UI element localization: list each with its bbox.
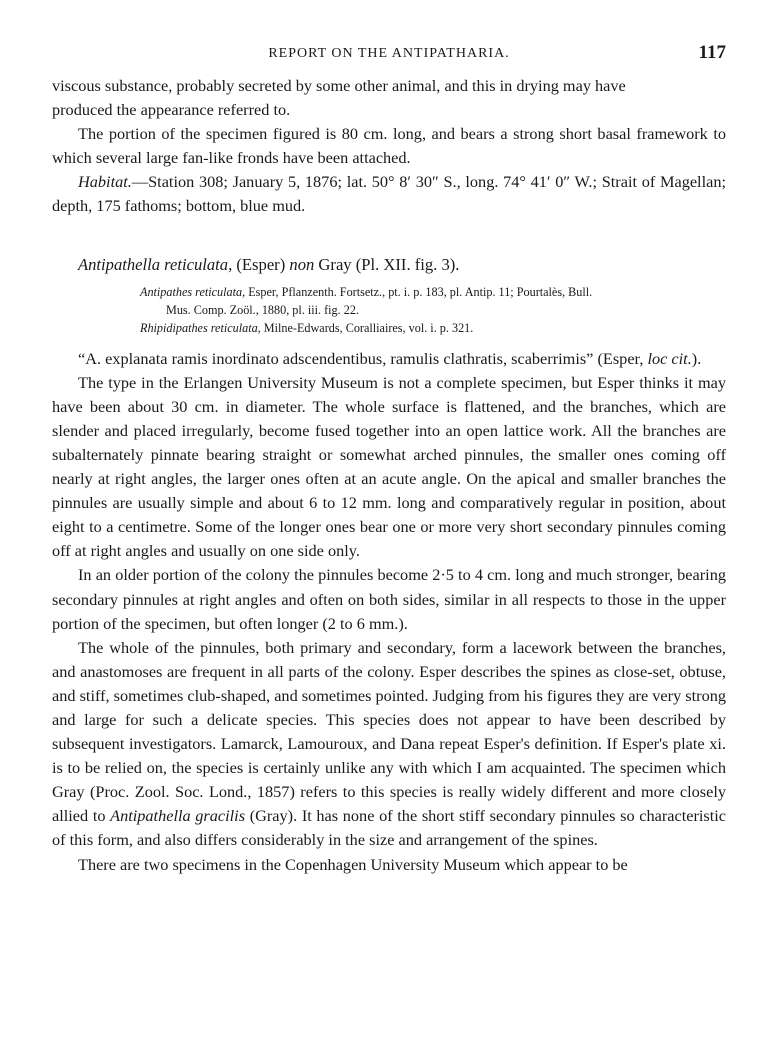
section-gap: [52, 219, 726, 253]
latin-quote: [52, 347, 726, 371]
species-heading: [78, 253, 726, 277]
paragraph-habitat: [52, 170, 726, 218]
species-gracilis: Antipathella gracilis: [110, 806, 246, 826]
synonym-name: Antipathes reticulata,: [140, 284, 246, 299]
paragraph-specimen-figured: The portion of the specimen figured is 80 cm. long, and bears a strong short basal framework to which several large fan-like fronds have been attached.: [52, 124, 726, 168]
synonym-entry: [140, 283, 726, 319]
habitat-text: —Station 308; January 5, 1876; lat. 50° 8′ 30″ S., long. 74° 41′ 0″ W.; Strait of Magellan; depth, 175 fathoms; bottom, blue mud.: [52, 172, 726, 216]
species-author: (Esper): [232, 254, 290, 274]
synonymy-list: [52, 283, 726, 337]
text-after: (Gray). It has none of the short stiff secondary pinnules so characteristic of this form, and also differs considerably in the size and arrangement of the spines.: [52, 806, 727, 850]
synonym-reference: Esper, Pflanzenth. Fortsetz., pt. i. p. 183, pl. Antip. 11; Pourtalès, Bull.: [245, 284, 593, 299]
paragraph-older-portion: In an older portion of the colony the pinnules become 2·5 to 4 cm. long and much stronger, bearing secondary pinnules at right angles and often on both sides, similar in all respects to those in the upper portion of the specimen, but often longer (2 to 6 mm.).: [52, 565, 726, 633]
quote-cite: loc cit.: [647, 348, 692, 368]
page: [52, 42, 726, 877]
species-name: Antipathella reticulata,: [78, 254, 233, 274]
synonym-reference-cont: Mus. Comp. Zoöl., 1880, pl. iii. fig. 22.: [166, 302, 359, 317]
paragraph-line: produced the appearance referred to.: [52, 100, 291, 120]
running-header: [52, 42, 726, 68]
paragraph-copenhagen: There are two specimens in the Copenhagen University Museum which appear to be: [78, 854, 628, 874]
page-number: 117: [698, 42, 726, 63]
quote-end: ).: [691, 348, 702, 368]
text-before: The whole of the pinnules, both primary and secondary, form a lacework between the branches, and anastomoses are frequent in all parts of the colony. Esper describes the spines as close-set, obtuse, and stiff, sometimes club-shaped, and sometimes pointed. Judging from his figures they are very strong and large for such a delicate species. This species does not appear to have been described by subsequent investigators. Lamarck, Lamouroux, and Dana repeat Esper's definition. If Esper's plate xi. is to be relied on, the species is certainly unlike any with which I am acquainted. The specimen which Gray (Proc. Zool. Soc. Lond., 1857) refers to this species is really widely different and more closely allied to: [52, 637, 726, 826]
synonym-entry: [140, 319, 726, 337]
synonym-name: Rhipidipathes reticulata,: [140, 320, 261, 335]
running-title: REPORT ON THE ANTIPATHARIA.: [268, 46, 510, 61]
species-non: non: [289, 254, 315, 274]
habitat-label: Habitat.: [78, 172, 132, 192]
paragraph-line: viscous substance, probably secreted by some other animal, and this in drying may have: [52, 76, 626, 95]
species-rest: Gray (Pl. XII. fig. 3).: [314, 254, 460, 274]
synonym-reference: Milne-Edwards, Coralliaires, vol. i. p. 321.: [260, 320, 474, 335]
paragraph-continued: [52, 74, 726, 122]
paragraph-type-description: The type in the Erlangen University Museum is not a complete specimen, but Esper thinks it may have been about 30 cm. in diameter. The whole surface is flattened, and the branches, which are slender and placed irregularly, become fused together into an open lattice work. All the branches are subalternately pinnate bearing straight or somewhat arched pinnules, the smaller ones coming off nearly at right angles, the larger ones often at an acute angle. On the apical and smaller branches the pinnules are usually simple and about 6 to 12 mm. long and comparatively regular in position, about eight to a centimetre. Some of the longer ones bear one or more very short secondary pinnules coming off at right angles and usually on one side only.: [52, 372, 726, 561]
quote-text: “A. explanata ramis inordinato adscendentibus, ramulis clathratis, scaberrimis” (Esper,: [78, 348, 648, 368]
paragraph-pinnules-lacework: [52, 636, 726, 853]
